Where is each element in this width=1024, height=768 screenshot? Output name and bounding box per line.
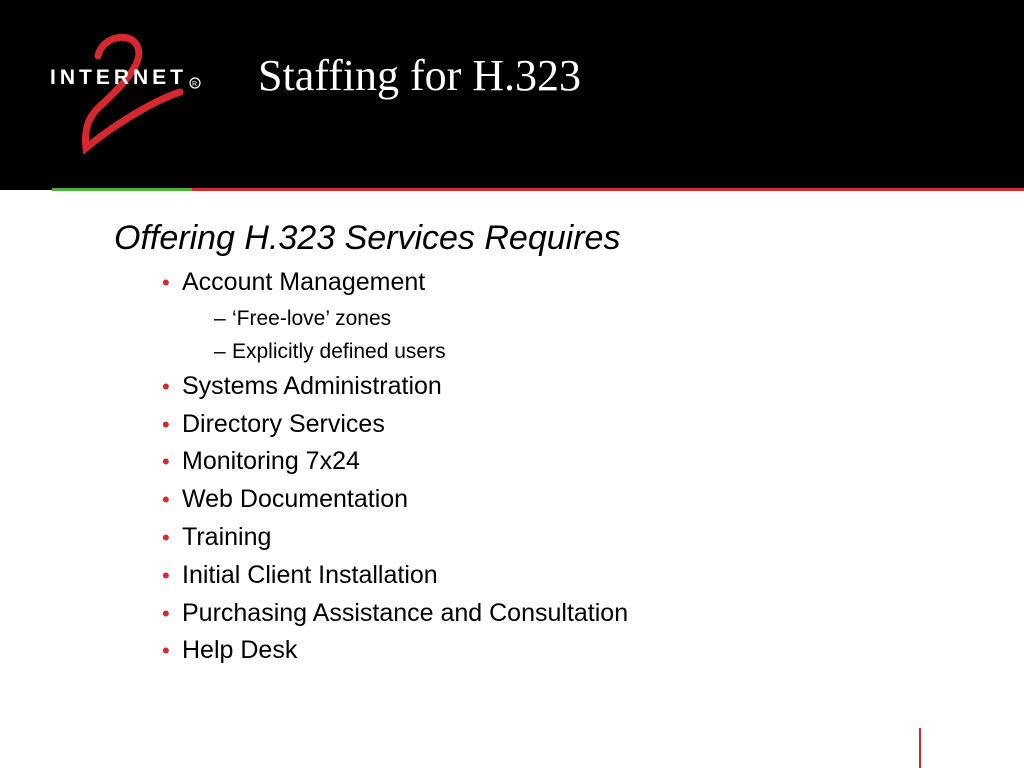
- dash-icon: –: [214, 306, 226, 330]
- list-item-label: Systems Administration: [182, 371, 442, 400]
- content-heading: Offering H.323 Services Requires: [114, 219, 621, 257]
- list-item-label: Training: [182, 522, 272, 551]
- list-item-label: Web Documentation: [182, 485, 409, 514]
- list-item: [114, 368, 994, 406]
- list-item-label: Directory Services: [182, 409, 385, 438]
- internet2-logo: [40, 30, 210, 155]
- list-item-label: Initial Client Installation: [182, 560, 438, 589]
- bullet-icon: •: [162, 487, 170, 513]
- list-item: [114, 443, 994, 481]
- list-item: [114, 406, 994, 444]
- sub-list-item: [114, 335, 994, 368]
- slide-header: [0, 0, 1024, 190]
- bullet-icon: •: [162, 411, 170, 437]
- internet2-logo-graphic: [40, 30, 210, 155]
- slide-title: Staffing for H.323: [258, 51, 582, 100]
- bullet-icon: •: [162, 449, 170, 475]
- slide-content: [114, 216, 994, 670]
- sub-list-item-label: ‘Free-love’ zones: [232, 306, 392, 330]
- bullet-icon: •: [162, 600, 170, 626]
- bullet-icon: •: [162, 638, 170, 664]
- list-item: [114, 519, 994, 557]
- header-rule-red: [192, 188, 1024, 191]
- logo-wordmark: INTERNET: [50, 66, 187, 89]
- list-item: [114, 595, 994, 633]
- list-item-label: Help Desk: [182, 636, 298, 665]
- header-rule-green: [52, 188, 192, 191]
- list-item: [114, 632, 994, 670]
- bullet-icon: •: [162, 270, 170, 295]
- bullet-list: [114, 264, 994, 670]
- svg-text:R: R: [192, 81, 198, 88]
- sub-list-item-label: Explicitly defined users: [232, 339, 446, 363]
- list-item-label: Monitoring 7x24: [182, 447, 360, 476]
- bullet-icon: •: [162, 562, 170, 588]
- list-item: [114, 557, 994, 595]
- list-item: [114, 481, 994, 519]
- list-item-label: Account Management: [182, 268, 426, 296]
- bullet-icon: •: [162, 373, 170, 399]
- sub-list-item: [114, 302, 994, 335]
- dash-icon: –: [214, 339, 226, 363]
- list-item-label: Purchasing Assistance and Consultation: [182, 598, 629, 627]
- footer-accent-line: [919, 728, 921, 768]
- bullet-icon: •: [162, 524, 170, 550]
- list-item: [114, 264, 994, 302]
